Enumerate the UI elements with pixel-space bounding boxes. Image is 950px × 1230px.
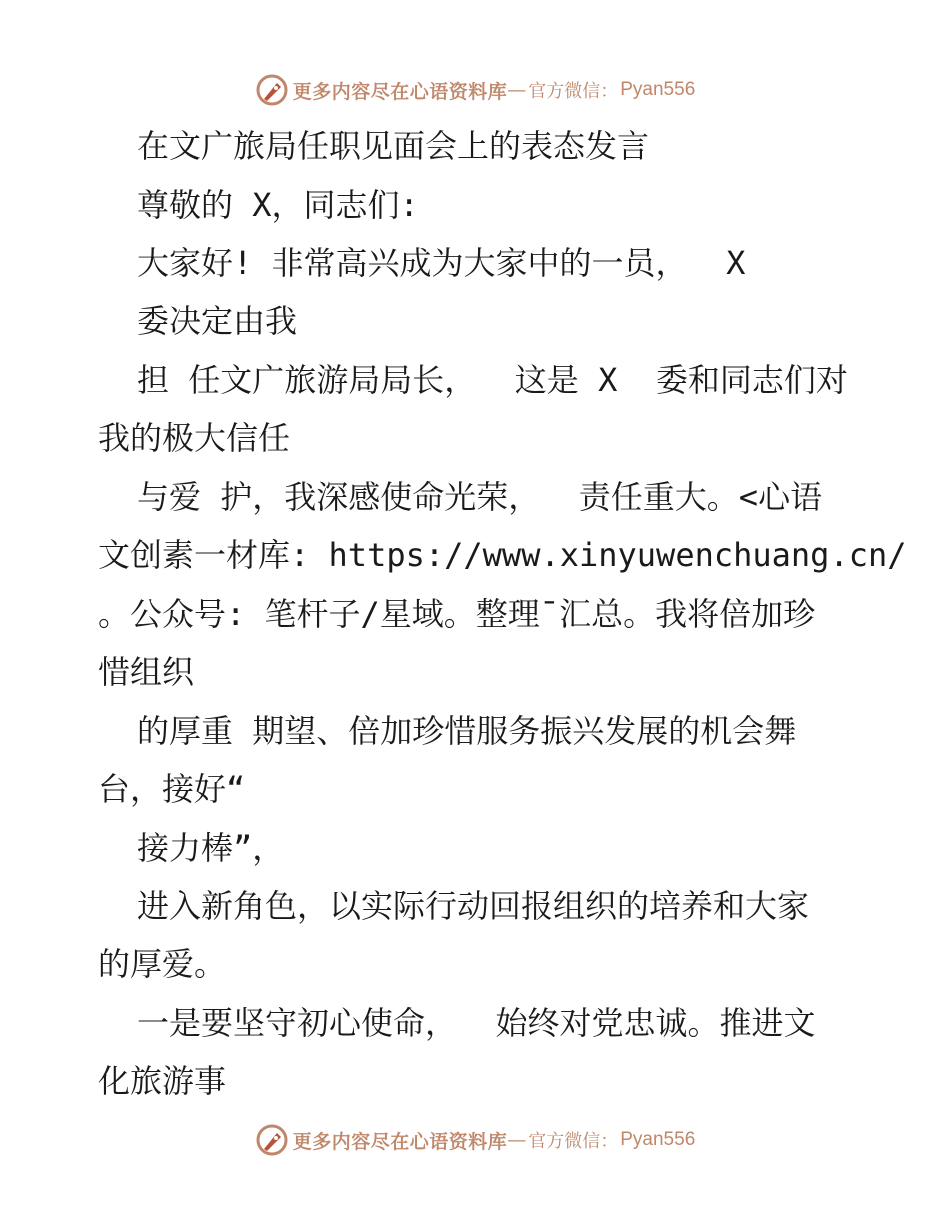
paragraph-line: 化旅游事: [98, 1062, 227, 1100]
watermark-brand: 更多内容尽在心语资料库: [292, 1130, 508, 1153]
paragraph-line: 文创素一材库: https://www.xinyuwenchuang.cn/: [98, 536, 907, 574]
watermark-separator: —: [507, 1129, 527, 1151]
watermark-wechat-id: Pyan556: [620, 1129, 696, 1150]
salutation: 尊敬的 X，同志们:: [137, 186, 419, 224]
paragraph-line: 与爱 护，我深感使命光荣， 责任重大。<心语: [137, 478, 823, 516]
paragraph-line: 委决定由我: [137, 302, 298, 340]
header-watermark: [0, 68, 950, 112]
paragraph-line: 进入新角色，以实际行动回报组织的培养和大家: [137, 887, 810, 925]
paragraph-line: 台，接好“: [98, 770, 246, 808]
watermark-official-label: 官方微信：: [528, 1131, 619, 1152]
document-title: 在文广旅局任职见面会上的表态发言: [137, 127, 650, 165]
pen-nib-logo-icon: [255, 73, 289, 107]
paragraph-line: 的厚爱。: [98, 945, 227, 983]
watermark-separator: —: [507, 79, 527, 101]
watermark-brand: 更多内容尽在心语资料库: [292, 80, 508, 103]
paragraph-line: 大家好! 非常高兴成为大家中的一员， X: [137, 244, 746, 282]
watermark-wechat-id: Pyan556: [620, 79, 696, 100]
watermark-official-label: 官方微信：: [528, 81, 619, 102]
paragraph-line: 我的极大信任: [98, 419, 291, 457]
paragraph-line: 一是要坚守初心使命， 始终对党忠诚。推进文: [137, 1004, 816, 1042]
paragraph-line: 惜组织: [98, 653, 195, 691]
paragraph-line: 担 任文广旅游局局长， 这是 X 委和同志们对: [137, 361, 848, 399]
paragraph-line: 。公众号: 笔杆子/星域。整理¯汇总。我将倍加珍: [98, 595, 816, 633]
paragraph-line: 的厚重 期望、倍加珍惜服务振兴发展的机会舞: [137, 712, 797, 750]
footer-watermark: [0, 1118, 950, 1162]
paragraph-line: 接力棒”，: [137, 829, 285, 867]
pen-nib-logo-icon: [255, 1123, 289, 1157]
